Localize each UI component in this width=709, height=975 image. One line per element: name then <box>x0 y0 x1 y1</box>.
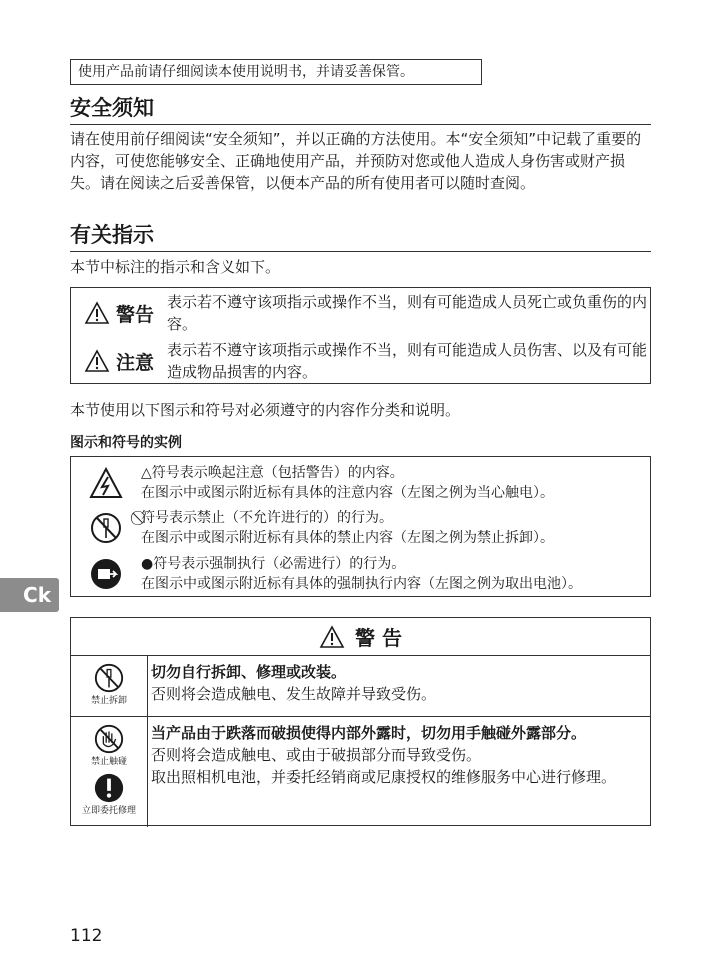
example-line: 在图示中或图示附近标有具体的注意内容（左图之例为当心触电）。 <box>141 485 554 501</box>
example-line: ●符号表示强制执行（必需进行）的行为。 <box>141 556 406 572</box>
example-line: 在图示中或图示附近标有具体的禁止内容（左图之例为禁止拆卸）。 <box>141 530 554 546</box>
example-icon-cell <box>71 511 141 545</box>
example-row <box>71 551 650 597</box>
example-line: ⃠符号表示禁止（不允许进行的）的行为。 <box>141 510 393 526</box>
warning-row <box>71 656 650 717</box>
section-title-safety: 安全须知 <box>70 96 154 120</box>
warning-table-header <box>71 618 650 656</box>
signal-caution-text: 表示若不遵守该项指示或操作不当，则有可能造成人员伤害、以及有可能造成物品损害的内容。 <box>167 341 648 381</box>
usage-notice: 使用产品前请仔细阅读本使用说明书，并请妥善保管。 <box>70 59 482 85</box>
example-icon-cell <box>71 467 141 499</box>
electric-shock-icon <box>89 467 123 499</box>
symbols-intro: 本节使用以下图示和符号对必须遵守的内容作分类和说明。 <box>70 401 461 419</box>
safety-body: 请在使用前仔细阅读“安全须知”，并以正确的方法使用。本“安全须知”中记载了重要的内容，可使您能够安全、正确地使用产品，并预防对您或他人造成人身伤害或财产损失。请在阅读之后妥善保管，以便本产品的所有使用者可以随时查阅。 <box>70 130 642 192</box>
signal-warning-text: 表示若不遵守该项指示或操作不当，则有可能造成人员死亡或负重伤的内容。 <box>167 293 648 333</box>
signal-caution-row <box>71 339 650 383</box>
divider <box>70 124 651 125</box>
warning-table-title: 警 告 <box>355 626 402 650</box>
icon-caption: 立即委托修理 <box>81 806 136 816</box>
caution-triangle-icon <box>84 301 110 325</box>
example-line: 在图示中或图示附近标有具体的强制执行内容（左图之例为取出电池）。 <box>141 576 582 592</box>
warning-text-cell <box>148 717 650 827</box>
example-row <box>71 461 650 505</box>
signal-warning-label <box>71 291 167 335</box>
caution-triangle-icon <box>84 349 110 373</box>
language-tab: Ck <box>0 578 59 612</box>
warning-line: 取出照相机电池，并委托经销商或尼康授权的维修服务中心进行修理。 <box>151 768 617 786</box>
warning-text-cell <box>148 656 650 716</box>
icon-caption: 禁止触碰 <box>90 757 127 767</box>
warning-icon-cell <box>71 717 148 827</box>
section-title-indications: 有关指示 <box>70 223 154 247</box>
example-line: △符号表示唤起注意（包括警告）的内容。 <box>141 465 404 481</box>
no-disassembly-icon <box>93 662 125 694</box>
caution-triangle-icon <box>319 625 345 649</box>
examples-title: 图示和符号的实例 <box>70 435 182 451</box>
warning-headline: 当产品由于跌落而破损使得内部外露时，切勿用手触碰外露部分。 <box>151 724 587 742</box>
signal-words-box <box>70 287 651 384</box>
symbol-examples-box <box>70 456 651 597</box>
example-icon-cell <box>71 557 141 591</box>
signal-label-text: 警告 <box>115 303 154 326</box>
indications-intro: 本节中标注的指示和含义如下。 <box>70 258 281 276</box>
warning-line: 否则将会造成触电、或由于破损部分而导致受伤。 <box>151 746 482 764</box>
remove-battery-icon <box>89 557 123 591</box>
warning-line: 否则将会造成触电、发生故障并导致受伤。 <box>151 685 437 703</box>
divider <box>70 251 651 252</box>
warning-row <box>71 717 650 827</box>
page-number: 112 <box>70 926 103 946</box>
signal-label-text: 注意 <box>115 351 154 374</box>
repair-exclamation-icon <box>93 772 125 804</box>
example-row <box>71 505 650 551</box>
signal-caution-label <box>71 339 167 383</box>
warning-table <box>70 617 651 826</box>
warning-headline: 切勿自行拆卸、修理或改装。 <box>151 663 347 681</box>
warning-icon-cell <box>71 656 148 716</box>
signal-warning-row <box>71 291 650 335</box>
icon-caption: 禁止拆卸 <box>90 696 127 706</box>
no-disassembly-icon <box>89 511 123 545</box>
no-touch-icon <box>93 723 125 755</box>
